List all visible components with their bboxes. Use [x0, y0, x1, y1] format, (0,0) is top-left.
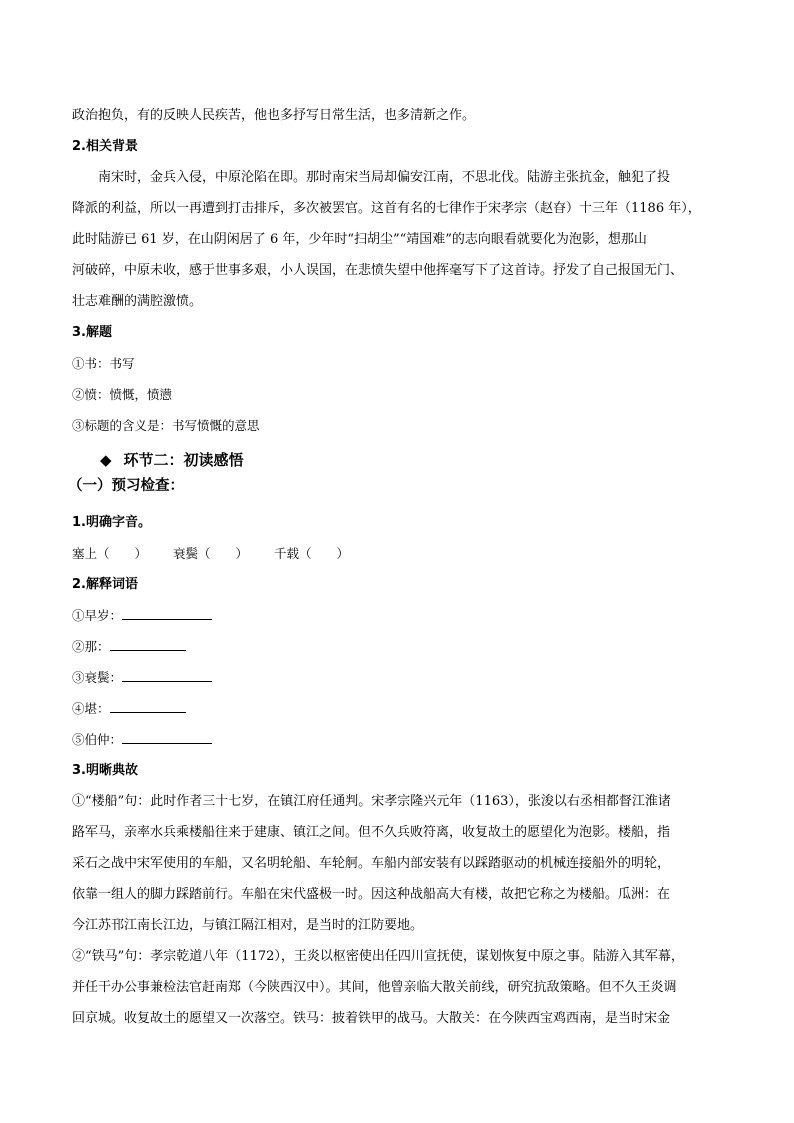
title-explain-heading: 3.解题	[72, 325, 112, 340]
vocab-label: ①早岁：	[72, 608, 123, 623]
allusion-line: 今江苏邗江南长江边，与镇江隔江相对，是当时的江防要地。	[72, 918, 424, 933]
answer-blank[interactable]	[122, 729, 212, 744]
allusions-heading: 3.明晰典故	[72, 763, 138, 778]
answer-blank[interactable]	[110, 636, 186, 651]
background-line: 南宋时，金兵入侵，中原沦陷在即。那时南宋当局却偏安江南，不思北伐。陆游主张抗金，触犯了投	[98, 170, 671, 185]
vocab-item	[72, 600, 732, 631]
answer-blank[interactable]	[122, 605, 212, 620]
title-explain-item: ②愤：愤慨，愤懑	[72, 387, 173, 402]
vocab-label: ④堪：	[72, 701, 110, 716]
pronunciation-word[interactable]: 千载（ ）	[274, 546, 350, 561]
vocab-item	[72, 662, 732, 693]
allusion-line: 采石之战中宋军使用的车船，又名明轮船、车轮舸。车船内部安装有以踩踏驱动的机械连接船外的明轮，	[72, 856, 671, 871]
answer-blank[interactable]	[110, 698, 186, 713]
title-explain-item: ③标题的含义是：书写愤慨的意思	[72, 418, 260, 433]
background-heading: 2.相关背景	[72, 139, 138, 154]
allusion-line: 回京城。收复故土的愿望又一次落空。铁马：披着铁甲的战马。大散关：在今陕西宝鸡西南，是当时宋金	[72, 1011, 671, 1026]
vocab-heading: 2.解释词语	[72, 577, 138, 592]
pronunciation-row	[72, 538, 732, 569]
diamond-bullet-icon: ◆	[100, 451, 112, 469]
allusion-line: 并任干办公事兼检法官赶南郑（今陕西汉中）。其间，他曾亲临大散关前线，研究抗敌策略。但不久王炎调	[72, 980, 677, 995]
background-line: 壮志难酬的满腔激愤。	[72, 294, 203, 309]
allusion-line: 依靠一组人的脚力踩踏前行。车船在宋代盛极一时。因这种战船高大有楼，故把它称之为楼船。瓜洲：在	[72, 887, 671, 902]
background-line: 降派的利益，所以一再遭到打击排斥，多次被罢官。这首有名的七律作于宋孝宗（赵昚）十三年（1186 年），	[72, 201, 701, 216]
intro-continuation: 政治抱负，有的反映人民疾苦，他也多抒写日常生活，也多清新之作。	[72, 108, 476, 123]
vocab-item	[72, 693, 732, 724]
background-line: 此时陆游已 61 岁，在山阴闲居了 6 年，少年时“扫胡尘”“靖国难”的志向眼看就要化为泡影，想那山	[72, 232, 647, 247]
vocab-label: ⑤伯仲：	[72, 732, 123, 747]
section-2-title	[72, 447, 732, 473]
vocab-item	[72, 631, 732, 662]
vocab-label: ②那：	[72, 639, 110, 654]
title-explain-item: ①书：书写	[72, 356, 135, 371]
allusion-line: ②“铁马”句：孝宗乾道八年（1172），王炎以枢密使出任四川宣抚使，谋划恢复中原之事。陆游入其军幕，	[72, 949, 684, 964]
pronunciation-word[interactable]: 衰鬓（ ）	[173, 546, 249, 561]
preview-title: （一）预习检查：	[68, 478, 184, 494]
background-line: 河破碎，中原未收，感于世事多艰，小人误国，在悲愤失望中他挥毫写下了这首诗。抒发了自己报国无门、	[72, 263, 684, 278]
pronunciation-heading: 1.明确字音。	[72, 515, 151, 530]
vocab-label: ③衰鬓：	[72, 670, 123, 685]
section-2-title-text: 环节二：初读感悟	[123, 451, 244, 469]
pronunciation-word[interactable]: 塞上（ ）	[72, 546, 148, 561]
vocab-item	[72, 724, 732, 755]
allusion-line: 路军马，亲率水兵乘楼船往来于建康、镇江之间。但不久兵败符离，收复故土的愿望化为泡影。楼船，指	[72, 825, 671, 840]
document-content	[68, 100, 732, 1034]
allusion-line: ①“楼船”句：此时作者三十七岁，在镇江府任通判。宋孝宗隆兴元年（1163），张浚以右丞相都督江淮诸	[72, 794, 671, 809]
answer-blank[interactable]	[122, 667, 212, 682]
